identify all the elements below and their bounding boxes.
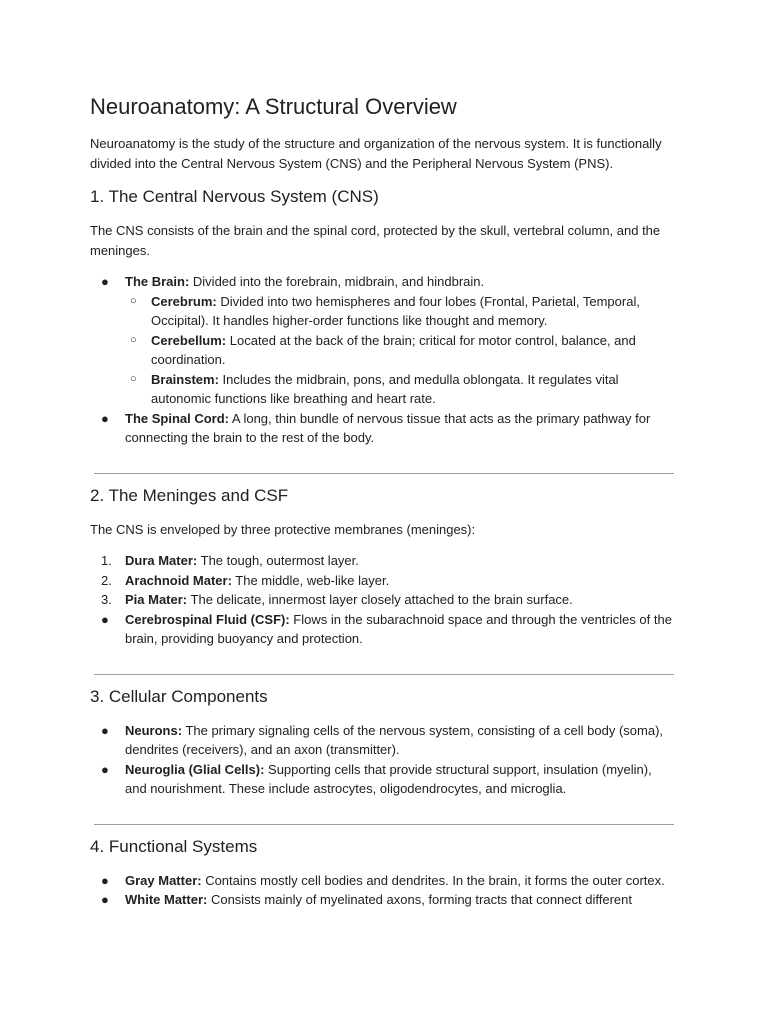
list-item-text: Contains mostly cell bodies and dendrites. In the brain, it forms the outer cortex. xyxy=(201,872,665,888)
spacer xyxy=(90,675,674,685)
intro-paragraph: Neuroanatomy is the study of the structure and organization of the nervous system. It is functionally divided into the Central Nervous System (CNS) and the Peripheral Nervous System (PNS). xyxy=(90,136,662,171)
sub-list-item xyxy=(90,370,674,409)
spacer xyxy=(90,474,674,484)
list-item-text: Located at the back of the brain; critical for motor control, balance, and coordination. xyxy=(151,332,636,367)
list-item xyxy=(90,610,674,649)
list-item xyxy=(90,760,674,799)
list-item-term: The Brain: xyxy=(125,274,190,289)
section-paragraph: The CNS is enveloped by three protective membranes (meninges): xyxy=(90,521,476,537)
list-item-text: Supporting cells that provide structural support, insulation (myelin), and nourishment. These include astrocytes, oligodendrocytes, and microglia. xyxy=(125,761,652,796)
list-item-term: Dura Mater: xyxy=(125,553,198,568)
list-item xyxy=(90,590,674,610)
list-item-text: A long, thin bundle of nervous tissue that acts as the primary pathway for connecting the brain to the rest of the body. xyxy=(125,410,651,445)
list-item-term: The Spinal Cord: xyxy=(125,410,229,426)
section-meninges xyxy=(90,484,674,649)
list-item-text: Includes the midbrain, pons, and medulla oblongata. It regulates vital autonomic functions like breathing and heart rate. xyxy=(151,371,619,406)
list-item-term: Neurons: xyxy=(125,722,183,738)
document-title: Neuroanatomy: A Structural Overview xyxy=(90,94,457,119)
bullet-marker: ● xyxy=(101,722,109,738)
sub-list-item xyxy=(90,292,674,331)
list-item-text: The delicate, innermost layer closely attached to the brain surface. xyxy=(187,592,573,607)
sub-list-container xyxy=(90,292,674,409)
spacer xyxy=(90,448,674,473)
number-marker: 1. xyxy=(101,553,112,568)
bullet-marker: ● xyxy=(101,761,109,777)
list-item-term: Arachnoid Mater: xyxy=(125,572,232,588)
hollow-bullet-marker: ○ xyxy=(130,372,137,385)
list-item-text: Flows in the subarachnoid space and through the ventricles of the brain, providing buoyancy and protection. xyxy=(125,611,672,646)
list-item-term: Cerebrospinal Fluid (CSF): xyxy=(125,611,290,627)
hollow-bullet-marker: ○ xyxy=(130,333,137,346)
list-item-term: Cerebellum: xyxy=(151,332,227,348)
sub-bullet-list xyxy=(90,292,674,409)
number-marker: 3. xyxy=(101,592,112,607)
spacer xyxy=(90,825,674,835)
spacer xyxy=(90,649,674,674)
list-item xyxy=(90,272,674,292)
list-item xyxy=(90,871,674,891)
bullet-list xyxy=(90,272,674,448)
list-item-text: Divided into the forebrain, midbrain, and hindbrain. xyxy=(189,274,485,289)
list-item-text: The middle, web-like layer. xyxy=(231,572,390,588)
list-item xyxy=(90,571,674,591)
bullet-list xyxy=(90,721,674,799)
numbered-list xyxy=(90,551,674,649)
section-heading: 2. The Meninges and CSF xyxy=(90,485,289,505)
number-marker: 2. xyxy=(101,572,112,588)
list-item-text: The tough, outermost layer. xyxy=(197,553,359,568)
bullet-marker: ● xyxy=(101,611,109,627)
bullet-marker: ● xyxy=(101,410,109,426)
section-paragraph: The CNS consists of the brain and the spinal cord, protected by the skull, vertebral column, and the meninges. xyxy=(90,223,661,258)
section-cns xyxy=(90,185,674,448)
spacer xyxy=(90,799,674,824)
list-item-term: Gray Matter: xyxy=(125,872,202,888)
section-cellular xyxy=(90,685,674,799)
list-item-text: Divided into two hemispheres and four lobes (Frontal, Parietal, Temporal, Occipital). It handles higher-order functions like thought and memory. xyxy=(151,293,640,328)
list-item xyxy=(90,890,674,910)
list-item-term: Pia Mater: xyxy=(125,592,188,607)
list-item-text: The primary signaling cells of the nervous system, consisting of a cell body (soma), dendrites (receivers), and an axon (transmitter). xyxy=(125,722,664,757)
bullet-marker: ● xyxy=(101,274,109,289)
list-item xyxy=(90,409,674,448)
hollow-bullet-marker: ○ xyxy=(130,294,137,307)
list-item-term: Neuroglia (Glial Cells): xyxy=(125,761,265,777)
bullet-marker: ● xyxy=(101,872,109,888)
list-item-term: White Matter: xyxy=(125,892,208,907)
list-item-text: Consists mainly of myelinated axons, forming tracts that connect different xyxy=(207,892,632,907)
section-heading: 4. Functional Systems xyxy=(90,836,258,856)
section-functional xyxy=(90,835,674,910)
bullet-marker: ● xyxy=(101,892,109,907)
list-item xyxy=(90,551,674,571)
sub-list-item xyxy=(90,331,674,370)
section-heading: 1. The Central Nervous System (CNS) xyxy=(90,187,379,206)
section-heading: 3. Cellular Components xyxy=(90,686,268,706)
list-item-term: Brainstem: xyxy=(151,371,219,387)
bullet-list xyxy=(90,871,674,910)
list-item xyxy=(90,721,674,760)
list-item-term: Cerebrum: xyxy=(151,293,217,309)
